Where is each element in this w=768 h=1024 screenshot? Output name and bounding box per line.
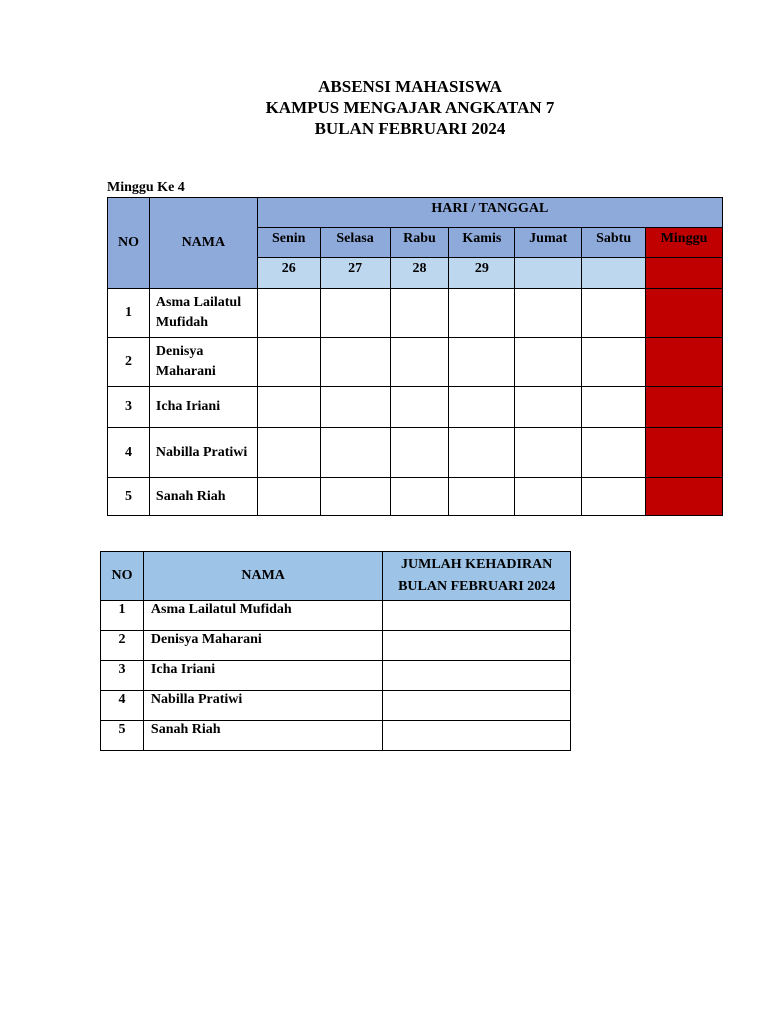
- attendance-cell-jumat[interactable]: [515, 428, 582, 478]
- attendance-cell-rabu[interactable]: [390, 478, 449, 516]
- attendance-body: [108, 289, 723, 516]
- day-header-selasa: Selasa: [320, 228, 390, 258]
- date-cell-selasa: 27: [320, 258, 390, 289]
- attendance-cell-rabu[interactable]: [390, 289, 449, 338]
- attendance-cell-senin[interactable]: [257, 387, 320, 428]
- attendance-cell-senin[interactable]: [257, 428, 320, 478]
- attendance-cell-minggu[interactable]: [646, 478, 723, 516]
- summary-header-total-line1: JUMLAH KEHADIRAN: [401, 557, 553, 572]
- date-cell-minggu: [646, 258, 723, 289]
- attendance-cell-jumat[interactable]: [515, 289, 582, 338]
- title-line-3: BULAN FEBRUARI 2024: [314, 119, 506, 138]
- summary-total-cell[interactable]: [383, 601, 571, 631]
- attendance-cell-senin[interactable]: [257, 289, 320, 338]
- summary-student-name: Sanah Riah: [143, 721, 382, 751]
- summary-row-number: 2: [101, 631, 144, 661]
- summary-row: [101, 631, 571, 661]
- attendance-cell-selasa[interactable]: [320, 478, 390, 516]
- title-line-2: KAMPUS MENGAJAR ANGKATAN 7: [265, 98, 555, 117]
- attendance-row: [108, 478, 723, 516]
- attendance-cell-sabtu[interactable]: [582, 338, 646, 387]
- attendance-cell-minggu[interactable]: [646, 387, 723, 428]
- day-header-sabtu: Sabtu: [582, 228, 646, 258]
- attendance-cell-senin[interactable]: [257, 338, 320, 387]
- date-cell-kamis: 29: [449, 258, 515, 289]
- summary-row: [101, 601, 571, 631]
- date-cell-rabu: 28: [390, 258, 449, 289]
- row-number: 3: [108, 387, 150, 428]
- day-header-minggu: Minggu: [646, 228, 723, 258]
- summary-total-cell[interactable]: [383, 631, 571, 661]
- date-cell-sabtu: [582, 258, 646, 289]
- summary-header-total-line2: BULAN FEBRUARI 2024: [398, 579, 556, 594]
- attendance-row: [108, 338, 723, 387]
- attendance-cell-kamis[interactable]: [449, 289, 515, 338]
- attendance-cell-senin[interactable]: [257, 478, 320, 516]
- summary-student-name: Denisya Maharani: [143, 631, 382, 661]
- row-number: 4: [108, 428, 150, 478]
- summary-row-number: 3: [101, 661, 144, 691]
- attendance-cell-jumat[interactable]: [515, 387, 582, 428]
- summary-row-number: 4: [101, 691, 144, 721]
- summary-total-cell[interactable]: [383, 661, 571, 691]
- summary-table: [100, 551, 571, 751]
- summary-row: [101, 721, 571, 751]
- attendance-cell-minggu[interactable]: [646, 428, 723, 478]
- col-header-name: NAMA: [149, 198, 257, 289]
- attendance-cell-sabtu[interactable]: [582, 478, 646, 516]
- student-name: Sanah Riah: [149, 478, 257, 516]
- summary-row-number: 1: [101, 601, 144, 631]
- attendance-cell-kamis[interactable]: [449, 428, 515, 478]
- attendance-cell-kamis[interactable]: [449, 387, 515, 428]
- title-line-1: ABSENSI MAHASISWA: [318, 77, 502, 96]
- attendance-row: [108, 289, 723, 338]
- attendance-cell-rabu[interactable]: [390, 338, 449, 387]
- week-label: Minggu Ke 4: [107, 180, 185, 195]
- student-name: Denisya Maharani: [149, 338, 257, 387]
- summary-student-name: Nabilla Pratiwi: [143, 691, 382, 721]
- day-header-jumat: Jumat: [515, 228, 582, 258]
- day-header-kamis: Kamis: [449, 228, 515, 258]
- attendance-table: [107, 197, 723, 516]
- student-name: Icha Iriani: [149, 387, 257, 428]
- summary-row: [101, 661, 571, 691]
- attendance-cell-rabu[interactable]: [390, 428, 449, 478]
- day-header-rabu: Rabu: [390, 228, 449, 258]
- date-cell-senin: 26: [257, 258, 320, 289]
- attendance-cell-kamis[interactable]: [449, 338, 515, 387]
- attendance-cell-jumat[interactable]: [515, 338, 582, 387]
- attendance-row: [108, 428, 723, 478]
- attendance-cell-rabu[interactable]: [390, 387, 449, 428]
- attendance-row: [108, 387, 723, 428]
- attendance-cell-selasa[interactable]: [320, 387, 390, 428]
- attendance-cell-selasa[interactable]: [320, 289, 390, 338]
- attendance-cell-sabtu[interactable]: [582, 428, 646, 478]
- summary-body: [101, 601, 571, 751]
- summary-header-total: [383, 552, 571, 601]
- document-title: [0, 76, 768, 139]
- summary-student-name: Asma Lailatul Mufidah: [143, 601, 382, 631]
- attendance-cell-selasa[interactable]: [320, 338, 390, 387]
- date-cell-jumat: [515, 258, 582, 289]
- student-name: Nabilla Pratiwi: [149, 428, 257, 478]
- summary-row: [101, 691, 571, 721]
- attendance-cell-kamis[interactable]: [449, 478, 515, 516]
- attendance-cell-selasa[interactable]: [320, 428, 390, 478]
- summary-header-no: NO: [101, 552, 144, 601]
- attendance-cell-sabtu[interactable]: [582, 387, 646, 428]
- summary-header-name: NAMA: [143, 552, 382, 601]
- student-name: Asma Lailatul Mufidah: [149, 289, 257, 338]
- row-number: 2: [108, 338, 150, 387]
- attendance-cell-minggu[interactable]: [646, 338, 723, 387]
- summary-total-cell[interactable]: [383, 691, 571, 721]
- col-header-days-group: HARI / TANGGAL: [257, 198, 722, 228]
- attendance-cell-sabtu[interactable]: [582, 289, 646, 338]
- col-header-no: NO: [108, 198, 150, 289]
- attendance-cell-minggu[interactable]: [646, 289, 723, 338]
- attendance-cell-jumat[interactable]: [515, 478, 582, 516]
- summary-row-number: 5: [101, 721, 144, 751]
- row-number: 1: [108, 289, 150, 338]
- day-header-senin: Senin: [257, 228, 320, 258]
- summary-student-name: Icha Iriani: [143, 661, 382, 691]
- row-number: 5: [108, 478, 150, 516]
- summary-total-cell[interactable]: [383, 721, 571, 751]
